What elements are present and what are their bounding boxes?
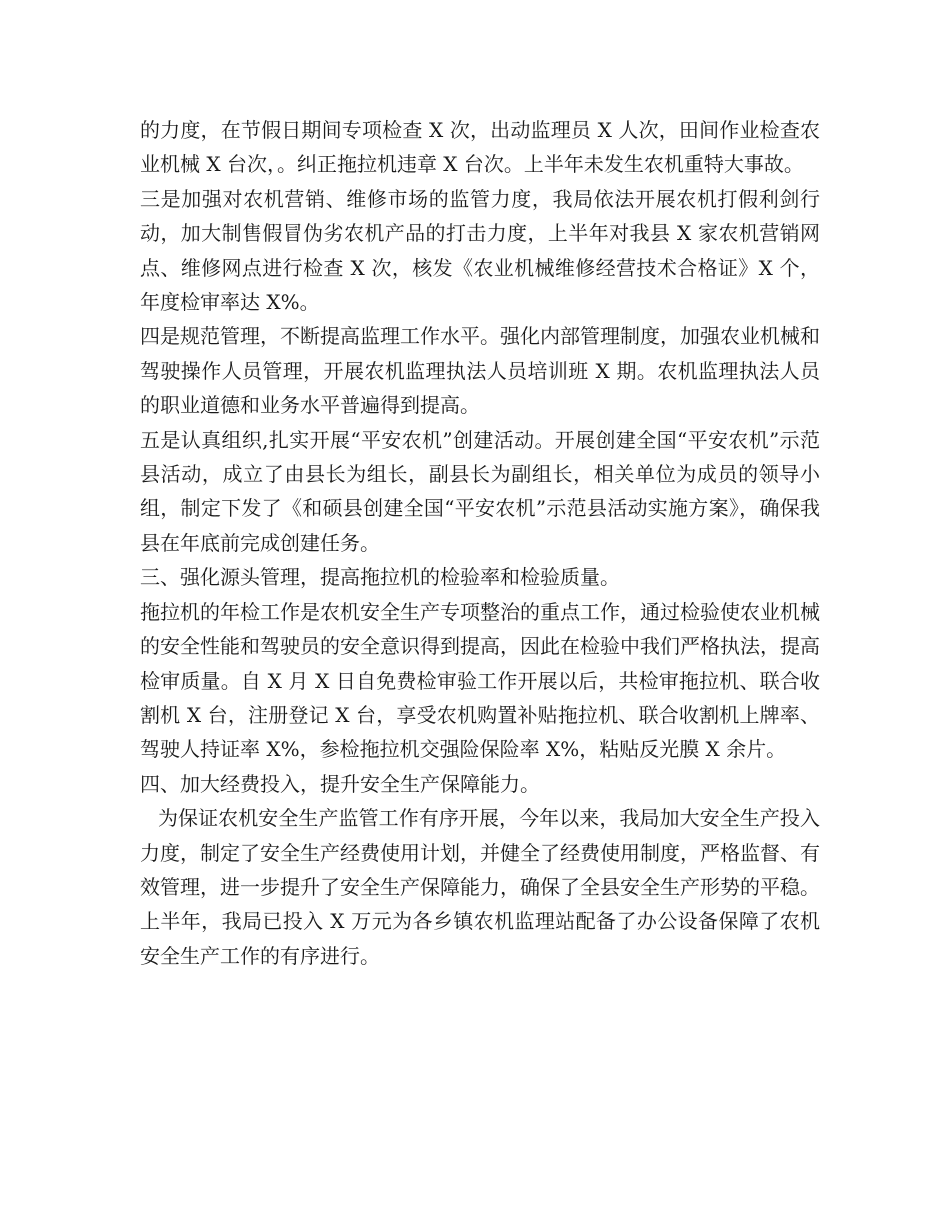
- section-heading-3: 三、强化源头管理，提高拖拉机的检验率和检验质量。: [140, 565, 620, 590]
- paragraph-3: 四是规范管理，不断提高监理工作水平。强化内部管理制度，加强农业机械和驾驶操作人员管理，开展农机监理执法人员培训班 X 期。农机监理执法人员的职业道德和业务水平普遍得到提高。: [140, 324, 820, 418]
- paragraph-5: 拖拉机的年检工作是农机安全生产专项整治的重点工作，通过检验使农业机械的安全性能和驾驶员的安全意识得到提高，因此在检验中我们严格执法，提高检审质量。自 X 月 X 日自免费检审验工作开展以后，共检审拖拉机、联合收割机 X 台，注册登记 X 台，享受农机购置补贴拖拉机、联合收割机上牌率、驾驶人持证率 X%，参检拖拉机交强险保险率 X%，粘贴反光膜 X 余片。: [140, 599, 820, 762]
- section-heading-4: 四、加大经费投入，提升安全生产保障能力。: [140, 771, 540, 796]
- document-body: [140, 113, 820, 973]
- paragraph-1: 的力度，在节假日期间专项检查 X 次，出动监理员 X 人次，田间作业检查农业机械 X 台次，。纠正拖拉机违章 X 台次。上半年未发生农机重特大事故。: [140, 118, 820, 177]
- paragraph-2: 三是加强对农机营销、维修市场的监管力度，我局依法开展农机打假利剑行动，加大制售假冒伪劣农机产品的打击力度，上半年对我县 X 家农机营销网点、维修网点进行检查 X 次，核发《农业机械维修经营技术合格证》X 个，年度检审率达 X%。: [140, 186, 820, 315]
- paragraph-6: 为保证农机安全生产监管工作有序开展，今年以来，我局加大安全生产投入力度，制定了安全生产经费使用计划，并健全了经费使用制度，严格监督、有效管理，进一步提升了安全生产保障能力，确保了全县安全生产形势的平稳。上半年，我局已投入 X 万元为各乡镇农机监理站配备了办公设备保障了农机安全生产工作的有序进行。: [140, 806, 820, 968]
- paragraph-4: 五是认真组织,扎实开展“平安农机”创建活动。开展创建全国“平安农机”示范县活动，成立了由县长为组长，副县长为副组长，相关单位为成员的领导小组，制定下发了《和硕县创建全国“平安农机”示范县活动实施方案》，确保我县在年底前完成创建任务。: [140, 427, 820, 555]
